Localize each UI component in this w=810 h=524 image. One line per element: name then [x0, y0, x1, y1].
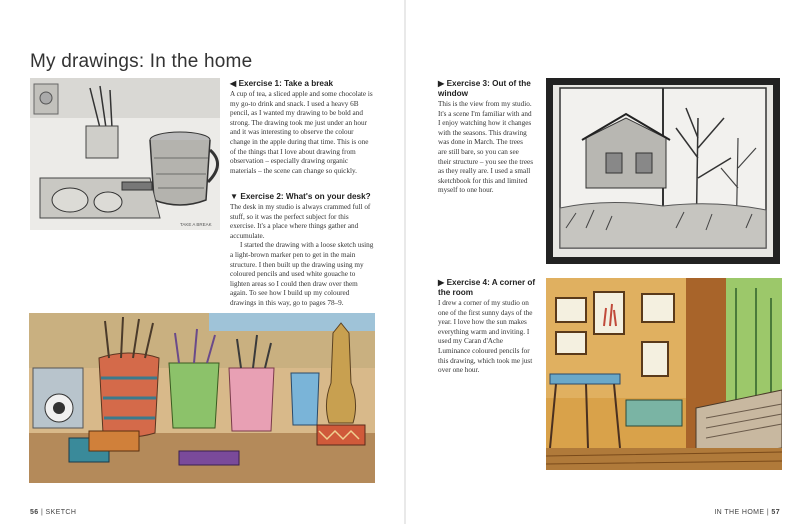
exercise-3 [438, 79, 533, 196]
page-title: My drawings: In the home [30, 50, 253, 72]
exercise-4-heading: ▶ Exercise 4: A corner of the room [438, 278, 536, 297]
exercise-4-text: I drew a corner of my studio on one of the first sunny days of the year. I love how the sun makes everything warm and inviting. I used my Caran d'Ache Luminance coloured pencils for this drawing, which took me just over one hour. [438, 299, 533, 375]
exercise-3-heading: ▶ Exercise 3: Out of the window [438, 79, 531, 98]
exercise-2-text-1: The desk in my studio is always crammed full of stuff, so it was the perfect subject for this exercise. It's a place where things gather and accumulate. [230, 203, 371, 240]
exercise-1-heading: ◀ Exercise 1: Take a break [230, 79, 334, 88]
footer-left: 56 | SKETCH [30, 509, 77, 516]
footer-right: IN THE HOME | 57 [714, 509, 780, 516]
exercise-2-text-2: I started the drawing with a loose sketch using a light-brown marker pen to get in the main structure. I then built up the drawing using my coloured pencils and used white gouache to lighten areas so I could then draw over them again. To see how I build up my coloured drawings in this way, go to pages 78–9. [230, 241, 374, 307]
signature-caption: TAKE A BREAK [180, 222, 212, 227]
page-gutter [404, 0, 406, 524]
page-number-left: 56 [30, 509, 39, 516]
exercise-3-text: This is the view from my studio. It's a scene I'm familiar with and I enjoy watching how it changes with the seasons. This drawing was done in March. The trees are still bare, so you can see their structure – you see the trees as they really are. I used a small sketchbook for this and limited myself to one hour. [438, 100, 533, 195]
page-number-right: 57 [771, 509, 780, 516]
exercise-1 [230, 79, 375, 176]
illustration-corner-room [546, 278, 782, 470]
footer-section-left: SKETCH [45, 509, 77, 516]
exercise-2-heading: ▼ Exercise 2: What's on your desk? [230, 192, 371, 201]
illustration-take-a-break [30, 78, 220, 230]
illustration-window [546, 78, 780, 264]
exercise-2 [230, 192, 375, 309]
exercise-1-text: A cup of tea, a sliced apple and some chocolate is my go-to drink and snack. I used a heavy 6B pencil, as I wanted my drawing to be bold and strong. The drawing took me just under an hour and it was interesting to observe the colour change in the apple during that time. This is one of the things that I love about drawing from observation – especially drawing organic materials – the scene can change so quickly. [230, 90, 373, 175]
illustration-desk [29, 313, 375, 483]
footer-section-right: IN THE HOME [714, 509, 765, 516]
exercise-4 [438, 278, 536, 376]
